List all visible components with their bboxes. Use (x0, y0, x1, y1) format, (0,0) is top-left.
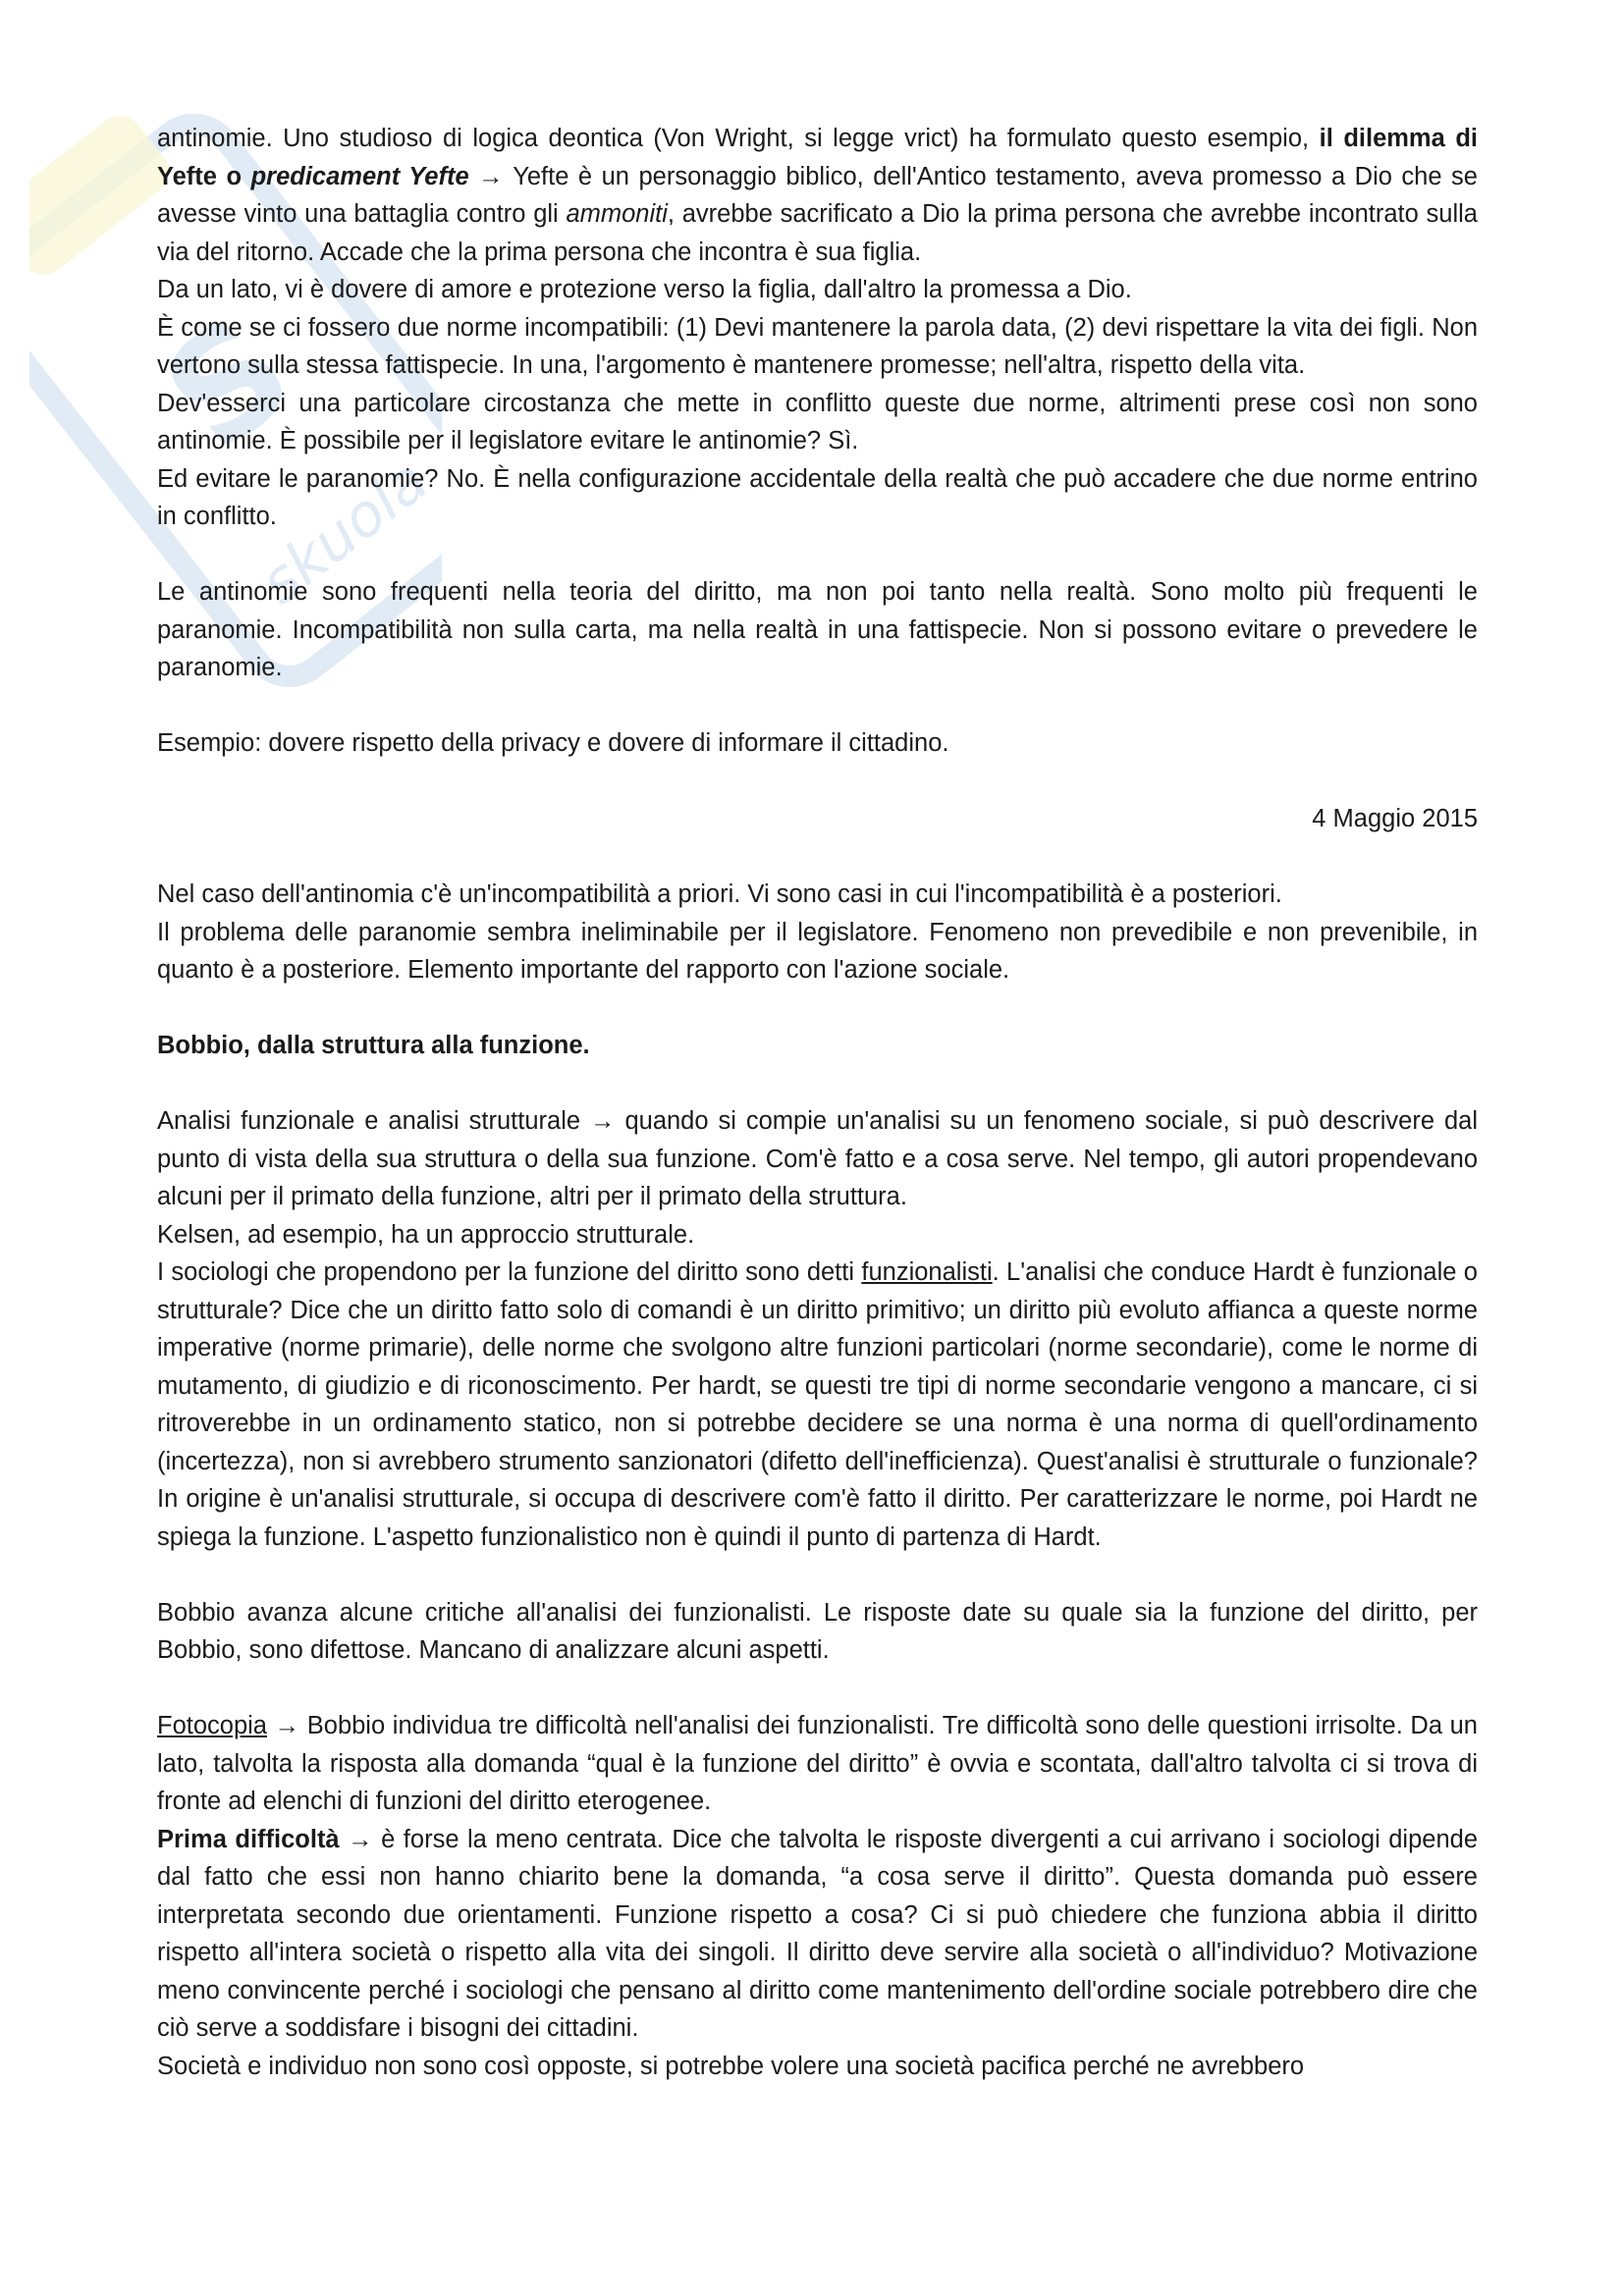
paragraph-antinomie-frequenti: Le antinomie sono frequenti nella teoria del diritto, ma non poi tanto nella realtà. Sono molto più frequenti le paranomie. Incompatibilità non sulla carta, ma nella realtà in una fattispecie. Non si possono evitare o prevedere le paranomie. (157, 578, 1478, 681)
paragraph-esempio: Esempio: dovere rispetto della privacy e dovere di informare il cittadino. (157, 729, 949, 757)
paragraph-norme-incompatibili: È come se ci fossero due norme incompatibili: (1) Devi mantenere la parola data, (2) devi rispettare la vita dei figli. Non vertono sulla stessa fattispecie. In una, l'argomento è mantenere promesse; nell'altra, rispetto della vita. (157, 313, 1478, 379)
paragraph-fotocopia: Fotocopia → Bobbio individua tre difficoltà nell'analisi dei funzionalisti. Tre difficoltà sono delle questioni irrisolte. Da un lato, talvolta la risposta alla domanda “qual è la funzione del diritto” è ovvia e scontata, dall'altro talvolta ci si trova di fronte ad elenchi di funzioni del diritto eterogenee. (157, 1712, 1478, 1815)
paragraph-funzionalisti: I sociologi che propendono per la funzione del diritto sono detti funzionalisti. L'analisi che conduce Hardt è funzionale o strutturale? Dice che un diritto fatto solo di comandi è un diritto primitivo; un diritto più evoluto affianca a queste norme imperative (norme primarie), delle norme che svolgono altre funzioni particolari (norme secondarie), come le norme di mutamento, di giudizio e di riconoscimento. Per hardt, se questi tre tipi di norme secondarie vengono a mancare, ci si ritroverebbe in un ordinamento statico, non si potrebbe decidere se una norma è una norma di quell'ordinamento (incertezza), non si avrebbero strumento sanzionatori (difetto dell'inefficienza). Quest'analisi è strutturale o funzionale? In origine è un'analisi strutturale, si occupa di descrivere com'è fatto il diritto. Per caratterizzare le norme, poi Hardt ne spiega la funzione. L'aspetto funzionalistico non è quindi il punto di partenza di Hardt. (157, 1258, 1478, 1551)
paragraph-yefte: antinomie. Uno studioso di logica deontica (Von Wright, si legge vrict) ha formulato questo esempio, il dilemma di Yefte o predicament Yefte → Yefte è un personaggio biblico, dell'Antico testamento, aveva promesso a Dio che se avesse vinto una battaglia contro gli ammoniti, avrebbe sacrificato a Dio la prima persona che avrebbe incontrato sulla via del ritorno. Accade che la prima persona che incontra è sua figlia. (157, 125, 1478, 266)
paragraph-paranomie: Ed evitare le paranomie? No. È nella configurazione accidentale della realtà che può accadere che due norme entrino in conflitto. (157, 464, 1478, 530)
paragraph-kelsen: Kelsen, ad esempio, ha un approccio strutturale. (157, 1220, 695, 1249)
svg-text:skuola: skuola (247, 446, 441, 618)
svg-text:S: S (135, 284, 324, 485)
section-heading: Bobbio, dalla struttura alla funzione. (157, 1032, 590, 1059)
paragraph-societa-individuo: Società e individuo non sono così opposte, si potrebbe volere una società pacifica perché ne avrebbero (157, 2052, 1305, 2080)
paragraph-prima-difficolta: Prima difficoltà → è forse la meno centrata. Dice che talvolta le risposte divergenti a cui arrivano i sociologi dipende dal fatto che essi non hanno chiarito bene la domanda, “a cosa serve il diritto”. Questa domanda può essere interpretata secondo due orientamenti. Funzione rispetto a cosa? Ci si può chiedere che funziona abbia il diritto rispetto all'intera società o rispetto alla vita dei singoli. Il diritto deve servire alla società o all'individuo? Motivazione meno convincente perché i sociologi che pensano al diritto come mantenimento dell'ordine sociale potrebbero dire che ciò serve a soddisfare i bisogni dei cittadini. (157, 1825, 1479, 2042)
document-page (157, 120, 1478, 2085)
paragraph-circostanza: Dev'esserci una particolare circostanza che mette in conflitto queste due norme, altrimenti prese così non sono antinomie. È possibile per il legislatore evitare le antinomie? Sì. (157, 389, 1478, 454)
paragraph-priori: Nel caso dell'antinomia c'è un'incompatibilità a priori. Vi sono casi in cui l'incompatibilità è a posteriori. (157, 881, 1282, 908)
lecture-date: 4 Maggio 2015 (1312, 805, 1478, 832)
paragraph-problema-paranomie: Il problema delle paranomie sembra ineliminabile per il legislatore. Fenomeno non prevedibile e non prevenibile, in quanto è a posteriore. Elemento importante del rapporto con l'azione sociale. (157, 918, 1478, 984)
paragraph-analisi-funzionale: Analisi funzionale e analisi strutturale → quando si compie un'analisi su un fenomeno sociale, si può descrivere dal punto di vista della sua struttura o della sua funzione. Com'è fatto e a cosa serve. Nel tempo, gli autori propendevano alcuni per il primato della funzione, altri per il primato della struttura. (157, 1107, 1478, 1210)
paragraph-dovere: Da un lato, vi è dovere di amore e protezione verso la figlia, dall'altro la promessa a Dio. (157, 276, 1132, 303)
paragraph-critiche-bobbio: Bobbio avanza alcune critiche all'analisi dei funzionalisti. Le risposte date su quale sia la funzione del diritto, per Bobbio, sono difettose. Mancano di analizzare alcuni aspetti. (157, 1598, 1478, 1664)
